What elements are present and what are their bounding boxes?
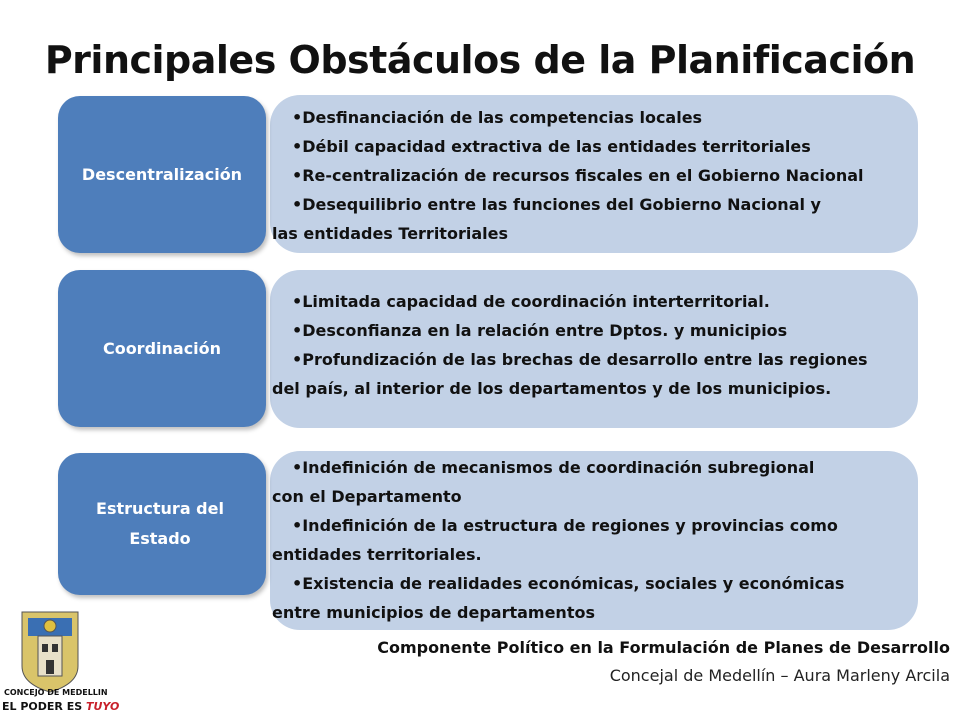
list-item: •Indefinición de la estructura de regiones y provincias como: [292, 516, 838, 535]
tab-label: Coordinación: [102, 339, 222, 358]
list-item: •Re-centralización de recursos fiscales en el Gobierno Nacional: [292, 166, 864, 185]
footer-title: Componente Político en la Formulación de Planes de Desarrollo: [377, 638, 950, 657]
list-item: •Limitada capacidad de coordinación interterritorial.: [292, 292, 770, 311]
list-item: con el Departamento: [272, 487, 462, 506]
logo-slogan-b: TUYO: [85, 700, 120, 713]
tab-coordinacion: [58, 270, 266, 427]
slide-title: Principales Obstáculos de la Planificación: [44, 38, 916, 82]
list-item: •Desconfianza en la relación entre Dptos. y municipios: [292, 321, 788, 340]
list-item: del país, al interior de los departamentos y de los municipios.: [272, 379, 832, 398]
list-item: •Indefinición de mecanismos de coordinación subregional: [292, 458, 815, 477]
logo-slogan: [2, 700, 119, 713]
tab-estructura-del-estado: [58, 453, 266, 595]
list-item: •Profundización de las brechas de desarrollo entre las regiones: [292, 350, 868, 369]
estructura-box: [270, 451, 918, 630]
descentralizacion-box: [270, 95, 918, 253]
logo-slogan-a: EL PODER ES: [2, 700, 86, 713]
tab-label-line2: Estado: [129, 529, 191, 548]
list-item: •Débil capacidad extractiva de las entidades territoriales: [292, 137, 811, 156]
list-item: •Desequilibrio entre las funciones del Gobierno Nacional y: [292, 195, 821, 214]
tab-descentralizacion: [58, 96, 266, 253]
list-item: •Existencia de realidades económicas, sociales y económicas: [292, 574, 845, 593]
logo-text: CONCEJO DE MEDELLIN: [4, 688, 108, 697]
list-item: entidades territoriales.: [272, 545, 482, 564]
list-item: •Desfinanciación de las competencias locales: [292, 108, 703, 127]
tab-label: Descentralización: [81, 165, 243, 184]
list-item: entre municipios de departamentos: [272, 603, 595, 622]
footer-author: Concejal de Medellín – Aura Marleny Arcila: [609, 666, 950, 685]
list-item: las entidades Territoriales: [272, 224, 508, 243]
tab-label-line1: Estructura del: [96, 499, 224, 518]
coordinacion-box: [270, 270, 918, 428]
